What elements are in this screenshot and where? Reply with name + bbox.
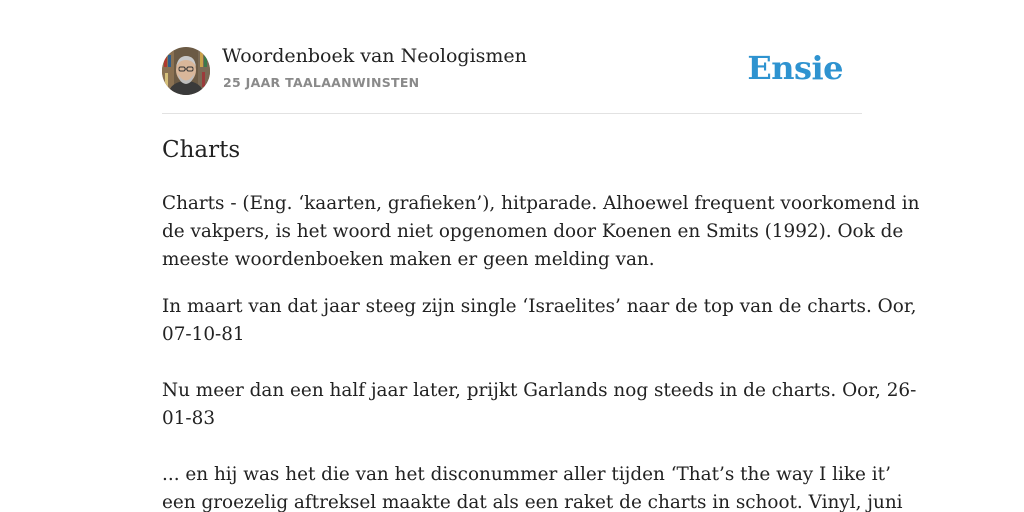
definition-line: de vakpers, is het woord niet opgenomen door Koenen en Smits (1992). Ook de xyxy=(162,221,904,242)
quote-line: Nu meer dan een half jaar later, prijkt Garlands nog steeds in de charts. Oor, 26- xyxy=(162,380,917,401)
ensie-logo[interactable]: Ensie xyxy=(747,49,843,87)
definition-line: Charts - (Eng. ‘kaarten, grafieken’), hitparade. Alhoewel frequent voorkomend in xyxy=(162,193,920,214)
content-container xyxy=(162,0,920,512)
quote-line: een groezelig aftreksel maakte dat als een raket de charts in schoot. Vinyl, juni xyxy=(162,492,903,512)
site-title[interactable]: Woordenboek van Neologismen xyxy=(222,45,527,67)
quote-line: ... en hij was het die van het disconummer aller tijden ‘That’s the way I like it’ xyxy=(162,464,891,485)
site-header xyxy=(162,0,862,114)
article-body xyxy=(162,190,920,512)
definition-line: meeste woordenboeken maken er geen melding van. xyxy=(162,249,655,270)
definition-paragraph xyxy=(162,190,920,274)
quote-line: In maart van dat jaar steeg zijn single ‘Israelites’ naar de top van de charts. Oor, xyxy=(162,296,917,317)
spacer xyxy=(162,433,862,461)
spacer xyxy=(162,349,862,377)
quote-line: 07-10-81 xyxy=(162,324,245,345)
quote-paragraph xyxy=(162,377,917,433)
site-subtitle: 25 JAAR TAALAANWINSTEN xyxy=(223,75,420,90)
article-title: Charts xyxy=(162,137,241,163)
author-avatar[interactable] xyxy=(162,47,210,95)
quote-line: 01-83 xyxy=(162,408,216,429)
quote-paragraph xyxy=(162,461,903,512)
quote-paragraph xyxy=(162,293,917,349)
